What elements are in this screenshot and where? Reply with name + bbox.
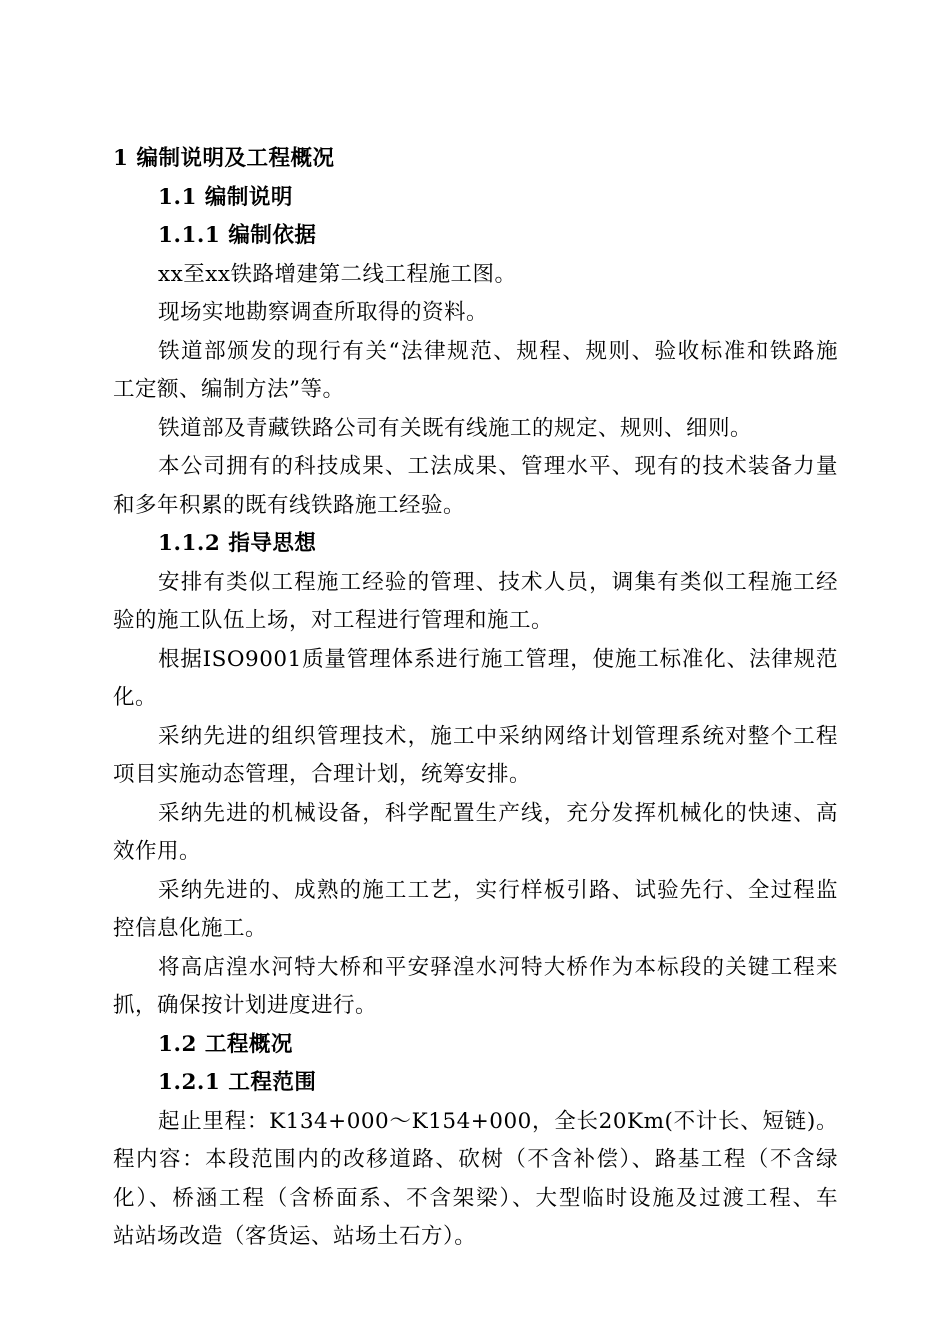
paragraph-line: 站站场改造（客货运、站场土石方）。	[113, 1224, 477, 1249]
heading-1-2-1: 1.2.1 工程范围	[158, 1070, 317, 1095]
heading-1-1: 1.1 编制说明	[158, 184, 293, 210]
paragraph-line: 采纳先进的机械设备，科学配置生产线，充分发挥机械化的快速、高	[158, 800, 838, 826]
paragraph-line: 本公司拥有的科技成果、工法成果、管理水平、现有的技术装备力量	[158, 454, 838, 479]
paragraph-line: 化）、桥涵工程（含桥面系、不含架梁）、大型临时设施及过渡工程、车	[113, 1185, 838, 1211]
paragraph-line: 控信息化施工。	[113, 916, 268, 941]
paragraph-line: 现场实地勘察调查所取得的资料。	[158, 300, 489, 325]
heading-1: 1 编制说明及工程概况	[113, 146, 335, 171]
paragraph-line: 验的施工队伍上场，对工程进行管理和施工。	[113, 608, 554, 633]
paragraph-line: 和多年积累的既有线铁路施工经验。	[113, 492, 466, 518]
paragraph-line: 起止里程：K134+000～K154+000，全长20Km(不计长、短链)。	[158, 1108, 838, 1134]
paragraph-line: 项目实施动态管理，合理计划，统筹安排。	[113, 762, 532, 787]
paragraph-line: 抓，确保按计划进度进行。	[113, 993, 378, 1018]
paragraph-line: 采纳先进的、成熟的施工工艺，实行样板引路、试验先行、全过程监	[158, 877, 838, 903]
document-page	[113, 140, 838, 1257]
paragraph-line: 铁道部及青藏铁路公司有关既有线施工的规定、规则、细则。	[158, 415, 753, 441]
heading-1-1-2: 1.1.2 指导思想	[158, 531, 317, 556]
paragraph-line: 采纳先进的组织管理技术，施工中采纳网络计划管理系统对整个工程	[158, 723, 838, 749]
heading-1-1-1: 1.1.1 编制依据	[158, 223, 317, 248]
paragraph-line: 化。	[113, 685, 158, 710]
paragraph-line: 铁道部颁发的现行有关“法律规范、规程、规则、验收标准和铁路施	[158, 338, 838, 364]
paragraph-line: 效作用。	[113, 839, 202, 864]
paragraph-line: 将高店湟水河特大桥和平安驿湟水河特大桥作为本标段的关键工程来	[158, 954, 838, 980]
heading-1-2: 1.2 工程概况	[158, 1031, 293, 1057]
paragraph-line: 工定额、编制方法”等。	[113, 377, 345, 402]
paragraph-line: 根据ISO9001质量管理体系进行施工管理，使施工标准化、法律规范	[158, 646, 838, 672]
paragraph-line: 程内容：本段范围内的改移道路、砍树（不含补偿）、路基工程（不含绿	[113, 1147, 838, 1172]
paragraph-line: xx至xx铁路增建第二线工程施工图。	[158, 261, 517, 287]
paragraph-line: 安排有类似工程施工经验的管理、技术人员，调集有类似工程施工经	[158, 569, 838, 595]
